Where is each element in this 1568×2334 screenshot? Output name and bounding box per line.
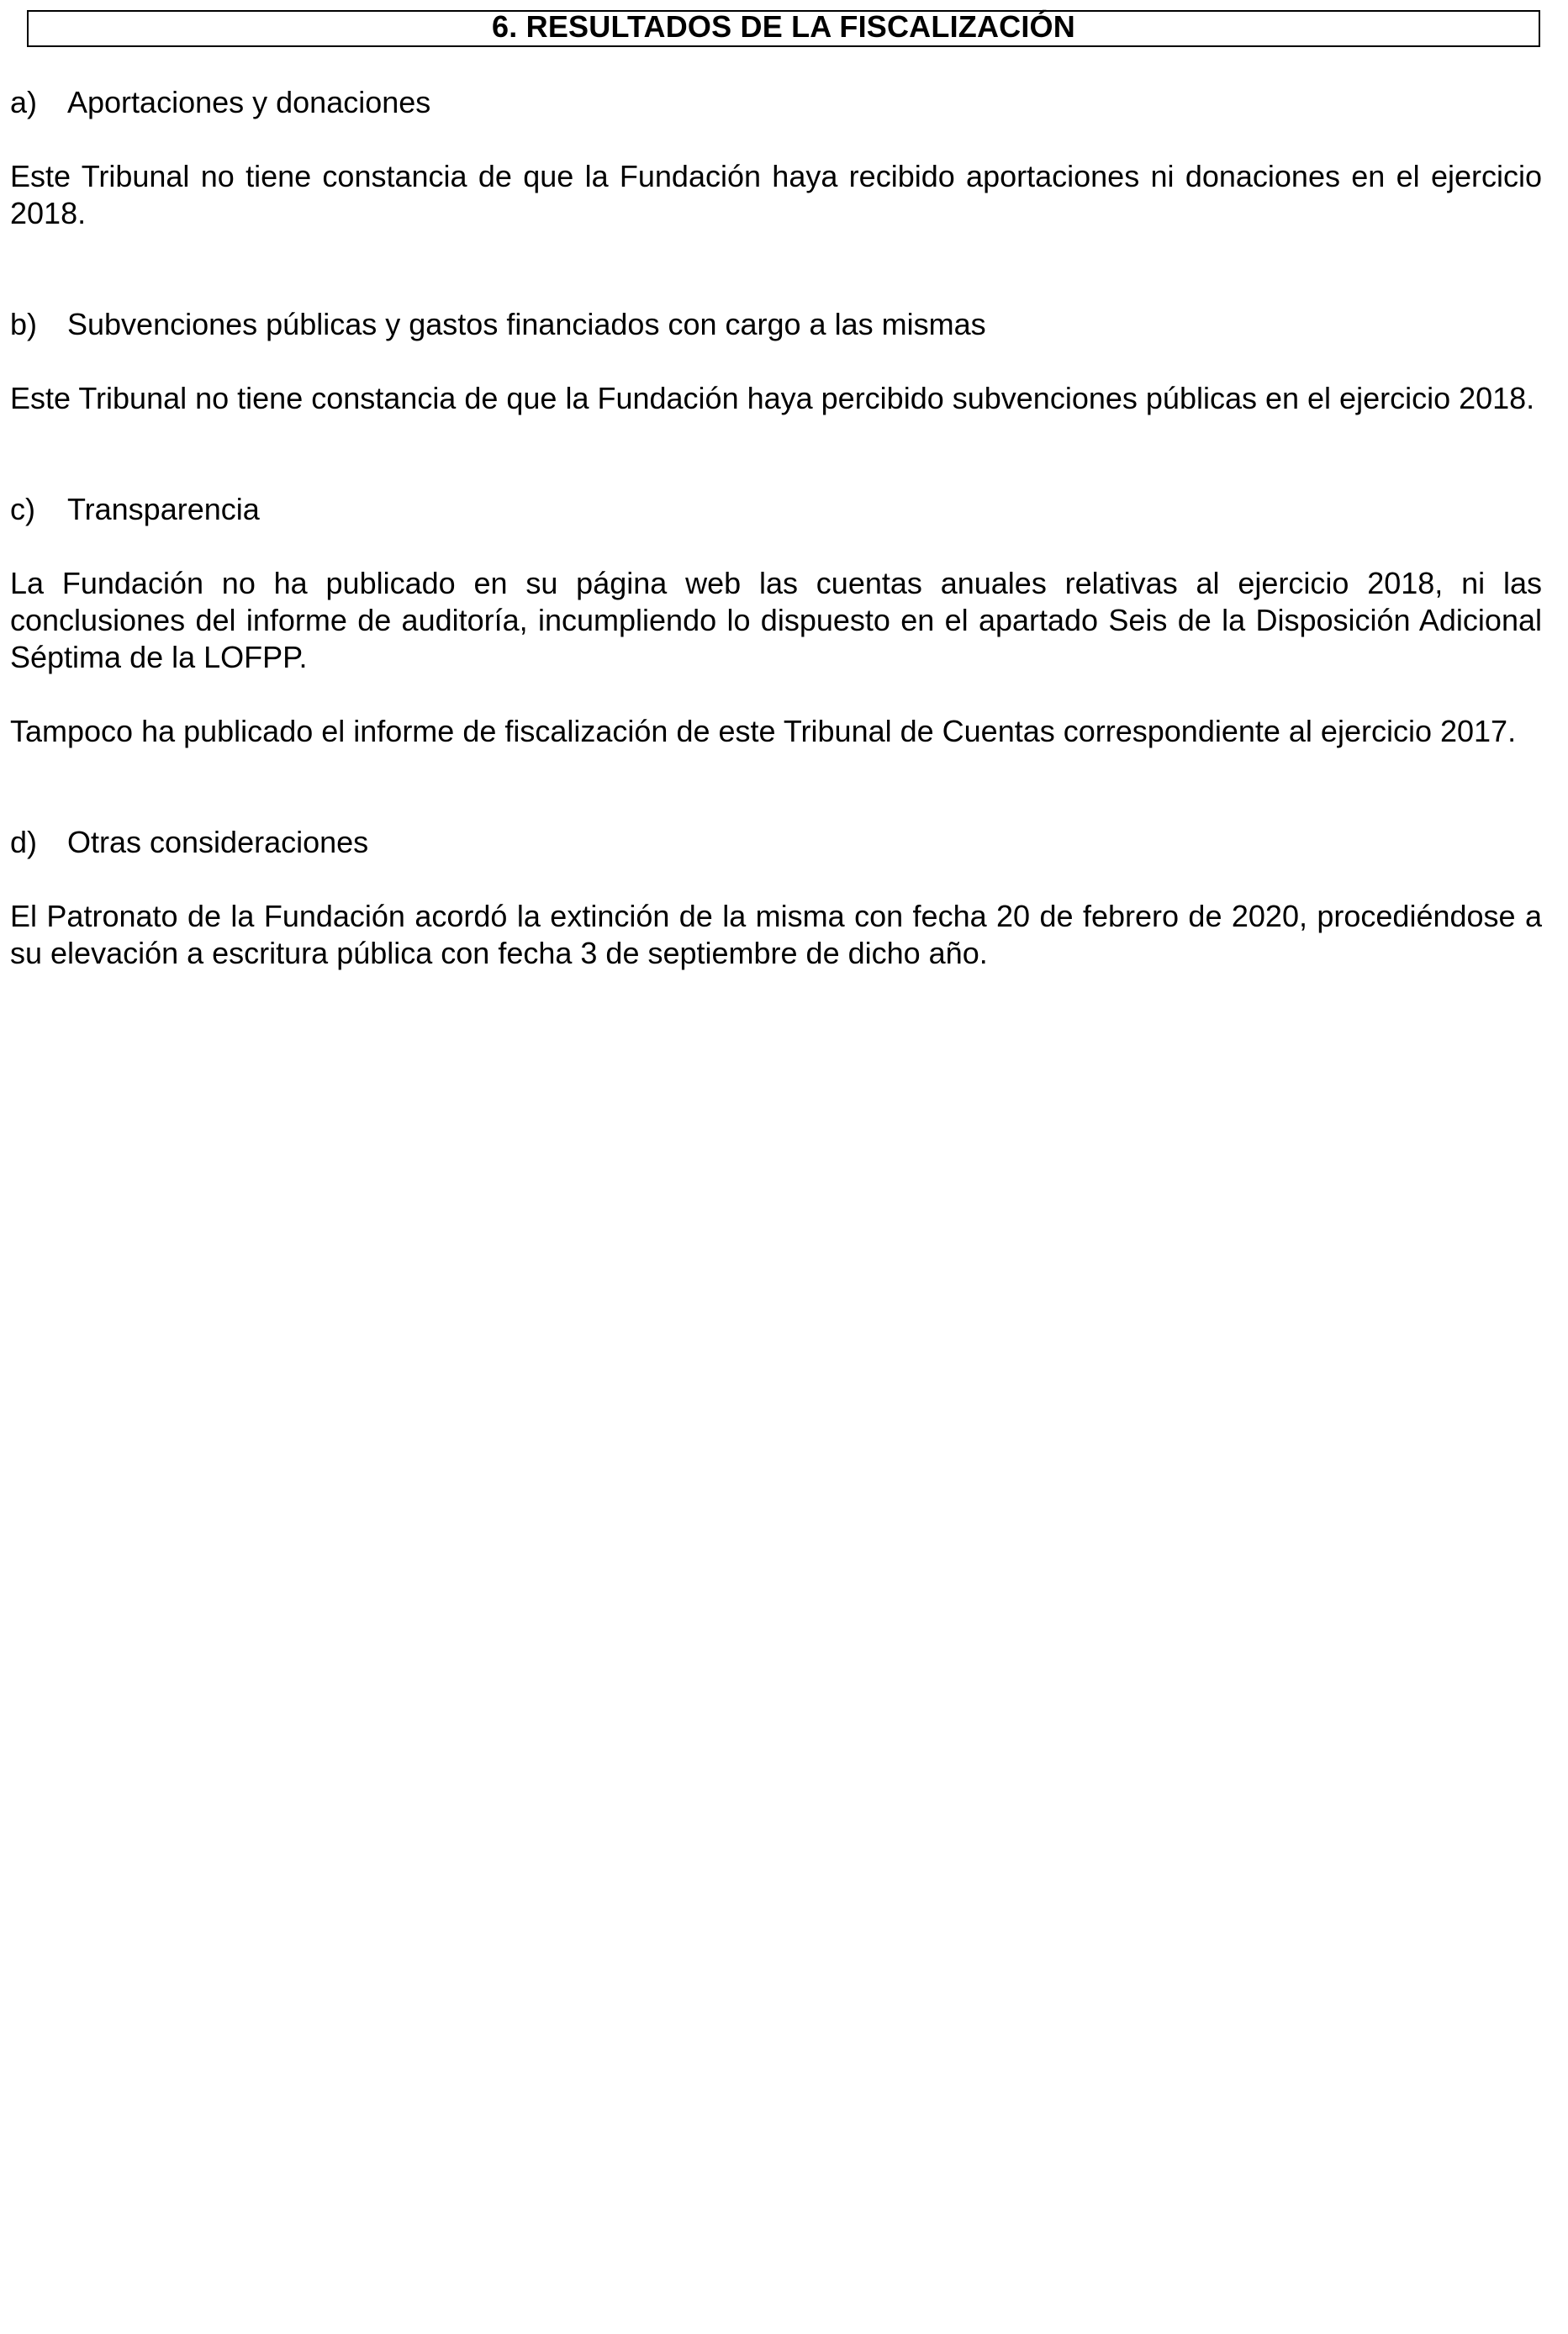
subsection-heading-b <box>10 306 1542 343</box>
paragraph: Tampoco ha publicado el informe de fiscalización de este Tribunal de Cuentas correspondiente al ejercicio 2017. <box>10 714 1517 748</box>
paragraph: Este Tribunal no tiene constancia de que la Fundación haya percibido subvenciones públicas en el ejercicio 2018. <box>10 381 1535 415</box>
subsection-marker: a) <box>10 85 38 119</box>
paragraph: El Patronato de la Fundación acordó la extinción de la misma con fecha 20 de febrero de 2020, procediéndose a su elevación a escritura pública con fecha 3 de septiembre de dicho año. <box>10 899 1542 970</box>
subsection-title: Aportaciones y donaciones <box>67 85 431 119</box>
document-body <box>10 84 1542 972</box>
subsection-title: Subvenciones públicas y gastos financiados con cargo a las mismas <box>67 307 986 341</box>
subsection-title: Otras consideraciones <box>67 825 369 859</box>
subsection-heading-d <box>10 824 1542 861</box>
subsection-heading-a <box>10 84 1542 121</box>
subsection-heading-c <box>10 491 1542 528</box>
paragraph: La Fundación no ha publicado en su página web las cuentas anuales relativas al ejercicio 2018, ni las conclusiones del informe de auditoría, incumpliendo lo dispuesto en el apartado Seis de la Disposición Adicional Séptima de la LOFPP. <box>10 566 1542 674</box>
paragraph: Este Tribunal no tiene constancia de que la Fundación haya recibido aportaciones ni donaciones en el ejercicio 2018. <box>10 159 1542 230</box>
subsection-marker: d) <box>10 825 38 859</box>
section-title: 6. RESULTADOS DE LA FISCALIZACIÓN <box>492 9 1075 44</box>
subsection-marker: c) <box>10 492 35 526</box>
section-title-box <box>27 10 1540 47</box>
subsection-marker: b) <box>10 307 38 341</box>
subsection-title: Transparencia <box>67 492 260 526</box>
